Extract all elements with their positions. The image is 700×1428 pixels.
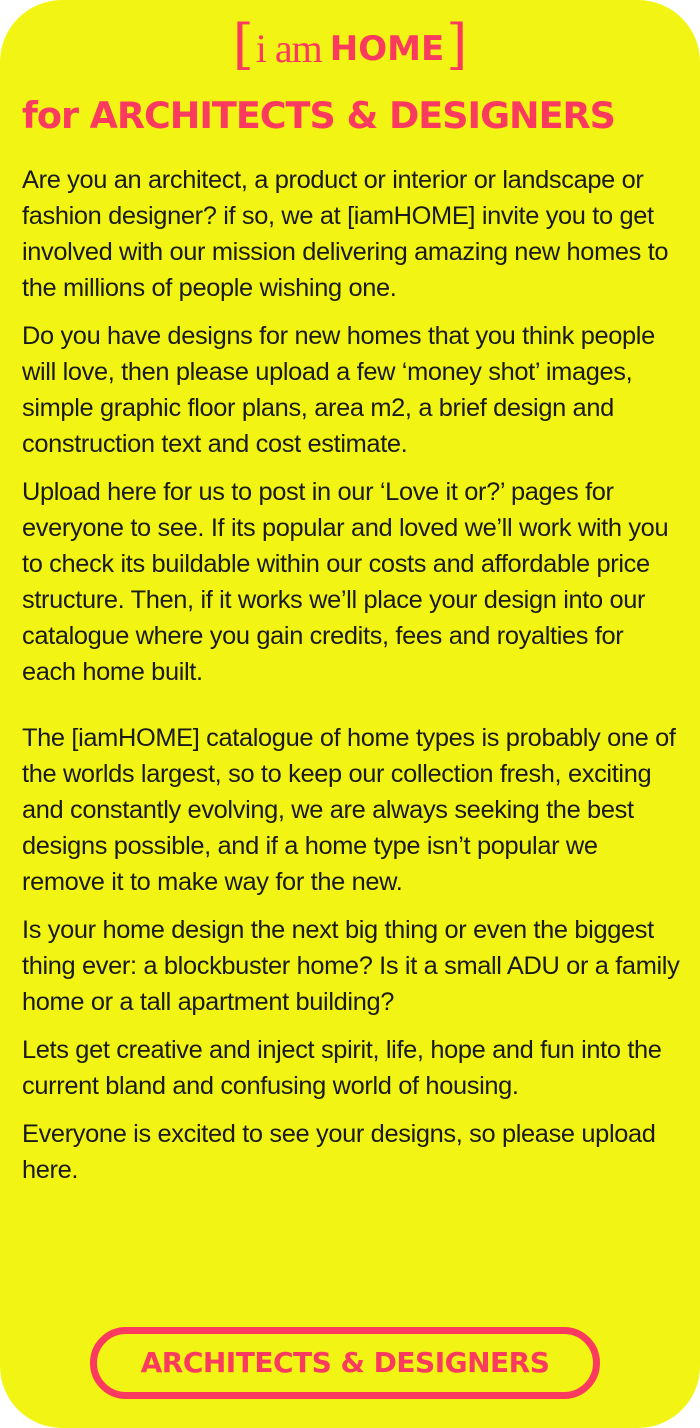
paragraph-designs: Do you have designs for new homes that you think people will love, then please upload a few ‘money shot’ images, simple graphic floor plans, area m2, a brief design and construction text and cost estimate. xyxy=(22,322,655,458)
logo-iam-text: i am xyxy=(255,26,322,71)
iamhome-logo xyxy=(0,13,700,76)
logo-bracket-close: ] xyxy=(446,13,468,76)
logo-bracket-open: [ xyxy=(232,13,254,76)
paragraph-catalogue: The [iamHOME] catalogue of home types is probably one of the worlds largest, so to keep our collection fresh, exciting and constantly evolving, we are always seeking the best designs possible, and if a home type isn’t popular we remove it to make way for the new. xyxy=(22,724,676,896)
paragraph-upload: Upload here for us to post in our ‘Love it or?’ pages for everyone to see. If its popular and loved we’ll work with you to check its buildable within our costs and affordable price structure. Then, if it works we’ll place your design into our catalogue where you gain credits, fees and royalties for each home built. xyxy=(22,478,669,686)
paragraph-intro: Are you an architect, a product or interior or landscape or fashion designer? if so, we at [iamHOME] invite you to get involved with our mission delivering amazing new homes to the millions of people wishing one. xyxy=(22,166,669,302)
logo-home-text: HOME xyxy=(329,29,445,69)
architects-designers-button[interactable]: ARCHITECTS & DESIGNERS xyxy=(90,1327,600,1399)
paragraph-get-creative: Lets get creative and inject spirit, life, hope and fun into the current bland and confusing world of housing. xyxy=(22,1036,662,1100)
page-title: for ARCHITECTS & DESIGNERS xyxy=(22,94,615,137)
paragraph-next-big-thing: Is your home design the next big thing or even the biggest thing ever: a blockbuster home? Is it a small ADU or a family home or a tall apartment building? xyxy=(22,916,680,1016)
paragraph-upload-here: Everyone is excited to see your designs, so please upload here. xyxy=(22,1120,656,1184)
body-copy xyxy=(22,162,680,1200)
